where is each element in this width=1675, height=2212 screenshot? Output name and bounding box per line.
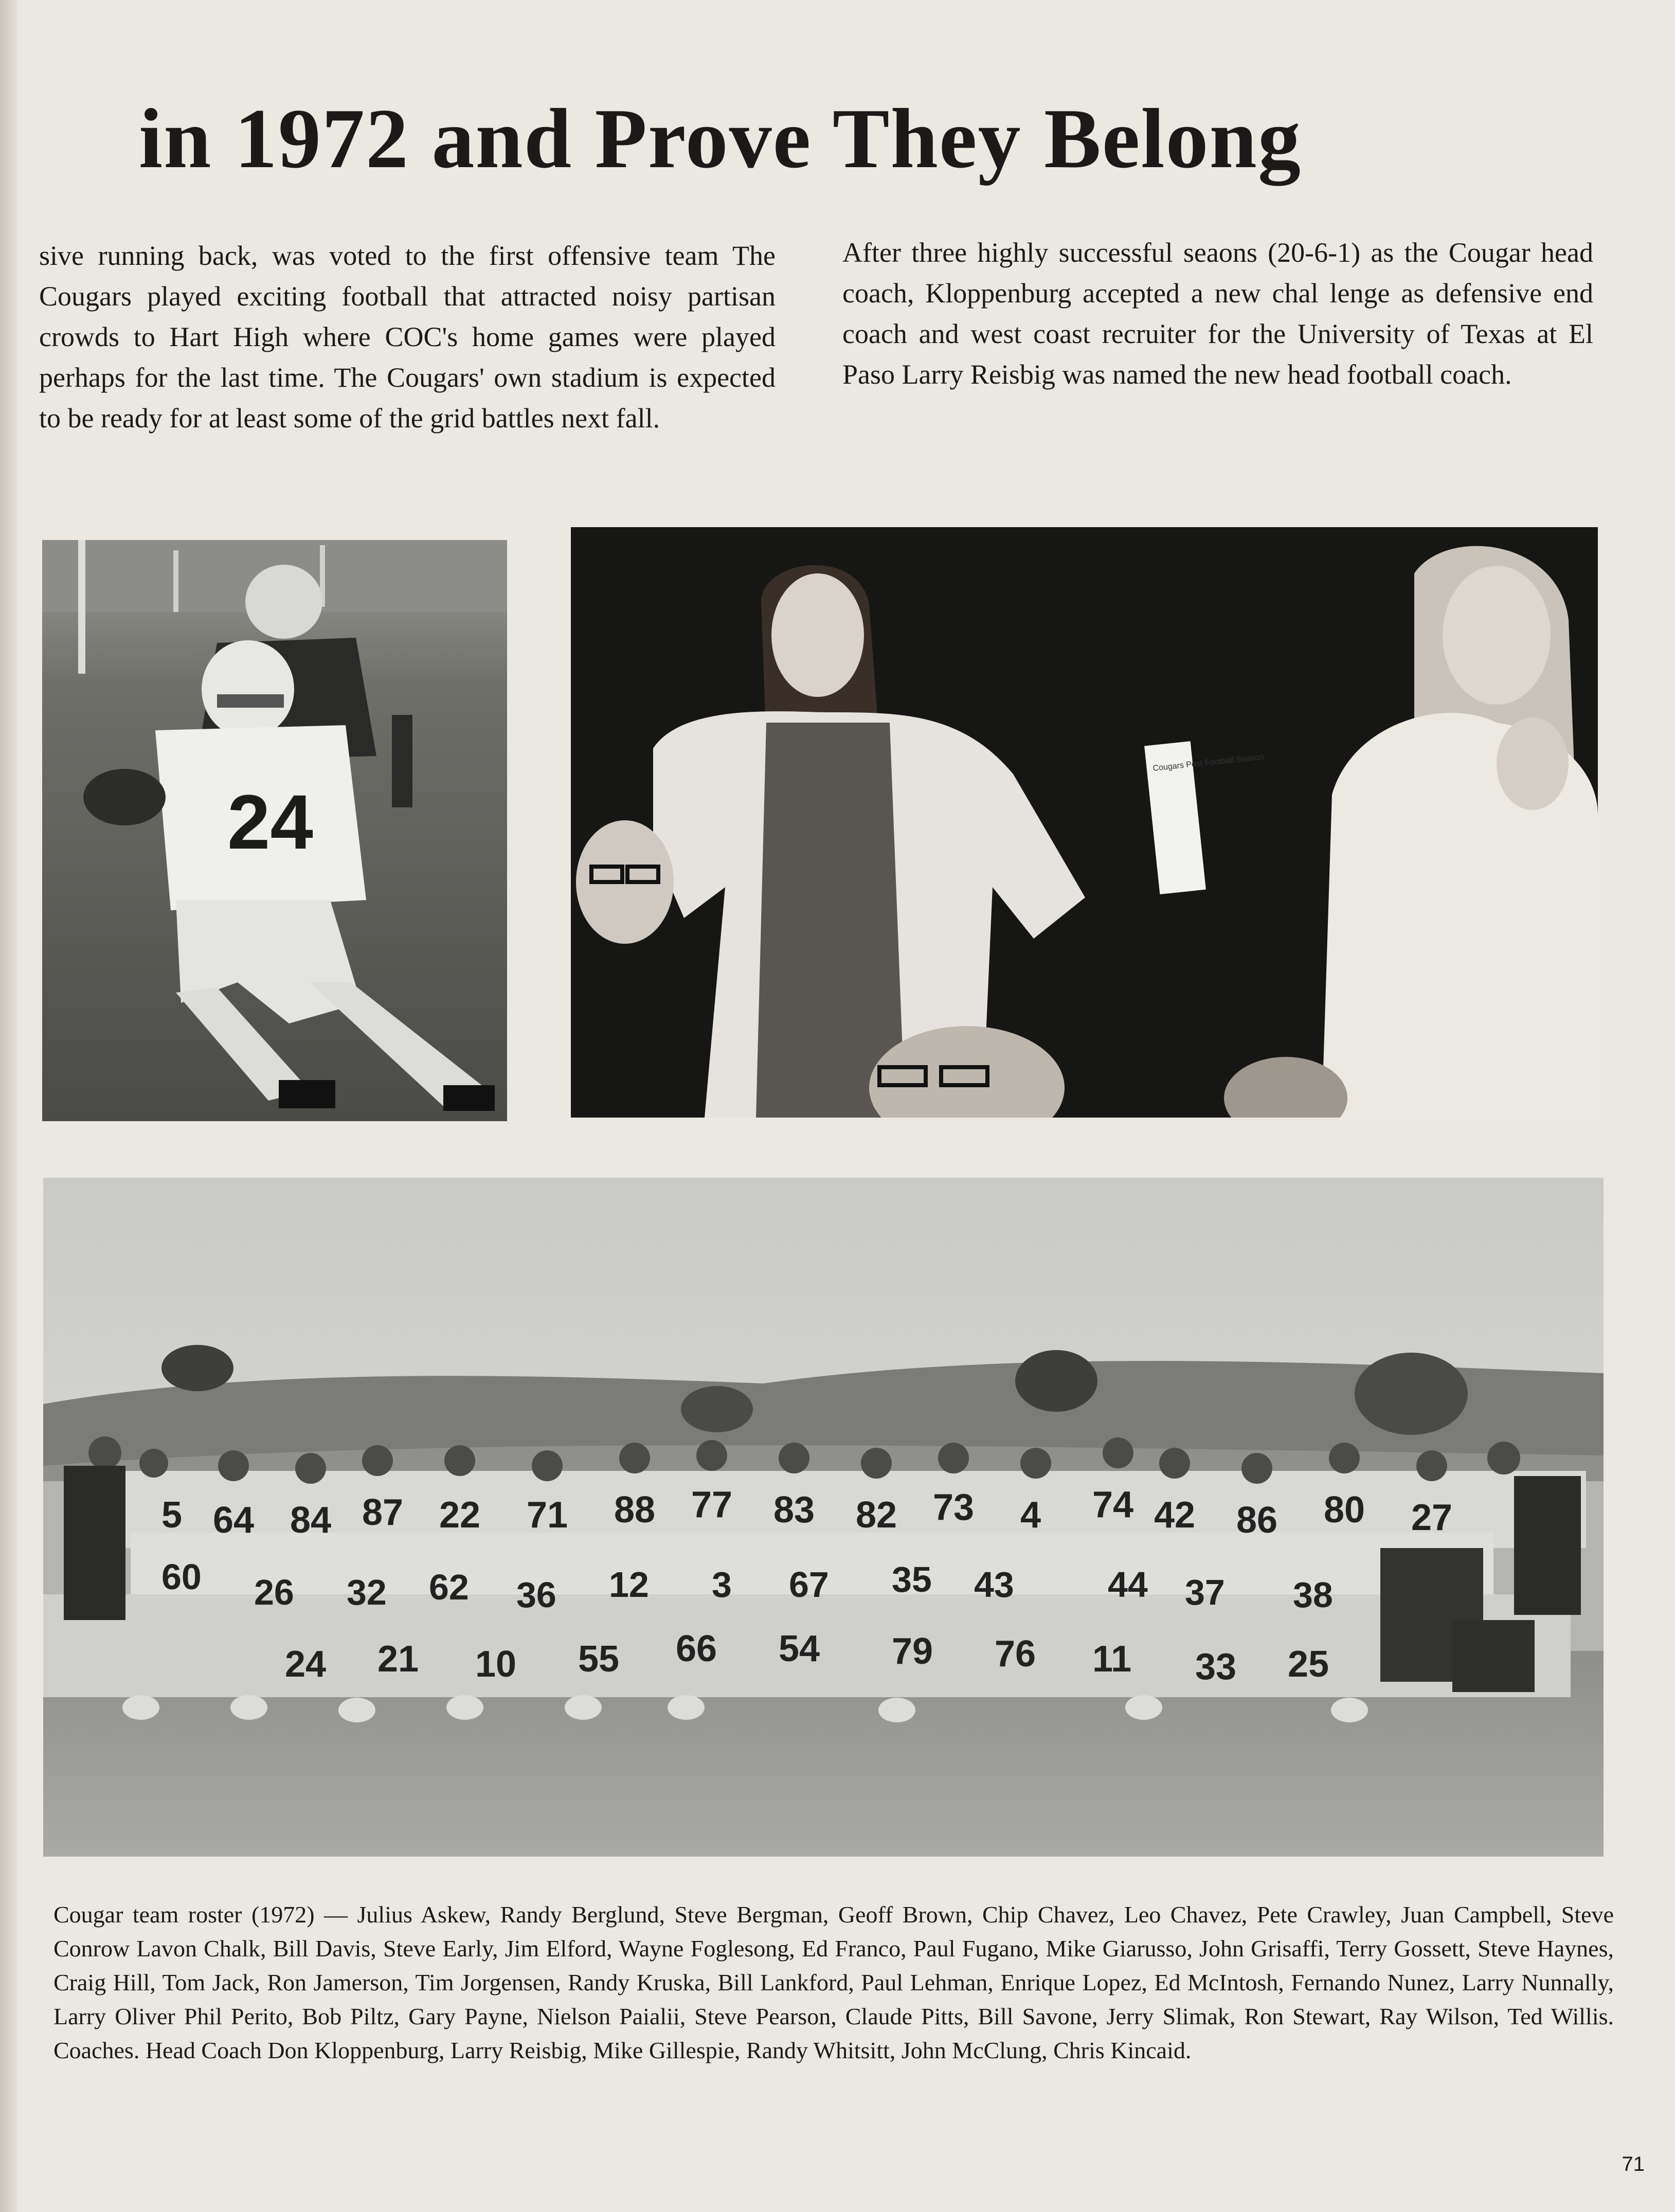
front-row-number: 54 bbox=[779, 1628, 820, 1669]
back-row-number: 74 bbox=[1092, 1484, 1134, 1525]
page-number: 71 bbox=[1622, 2153, 1645, 2175]
cheering-fans-photo bbox=[571, 527, 1598, 1118]
front-row-number: 10 bbox=[475, 1644, 517, 1685]
back-row-number: 42 bbox=[1154, 1495, 1196, 1536]
back-row-number: 5 bbox=[161, 1495, 183, 1536]
front-row-number: 33 bbox=[1195, 1646, 1237, 1687]
front-row-number: 79 bbox=[892, 1631, 933, 1672]
middle-row-number: 12 bbox=[609, 1564, 649, 1605]
back-row-number: 86 bbox=[1236, 1500, 1278, 1541]
back-row-number: 84 bbox=[290, 1500, 332, 1541]
front-row-number: 76 bbox=[995, 1633, 1036, 1675]
middle-row-number: 43 bbox=[974, 1564, 1014, 1605]
back-row-number: 64 bbox=[213, 1500, 255, 1541]
article-column-right: After three highly successful seaons (20-6-1) as the Cougar head coach, Kloppenburg accepted a new chal lenge as defensive end coach and west coast recruiter for the University of Texas at El Paso Larry Reisbig was named the new head football coach. bbox=[842, 237, 1593, 390]
back-row-number: 87 bbox=[362, 1492, 404, 1533]
running-back-image bbox=[42, 540, 507, 1121]
team-photo bbox=[43, 1178, 1604, 1857]
middle-row-number: 35 bbox=[892, 1559, 932, 1599]
middle-row-number: 62 bbox=[429, 1567, 469, 1607]
front-row-number: 24 bbox=[285, 1644, 327, 1685]
back-row-number: 73 bbox=[933, 1487, 975, 1528]
back-row-number: 4 bbox=[1020, 1495, 1041, 1536]
front-row-number: 21 bbox=[377, 1639, 419, 1680]
front-row-number: 25 bbox=[1288, 1644, 1329, 1685]
back-row-number: 27 bbox=[1411, 1497, 1453, 1538]
binding-gutter bbox=[0, 0, 17, 2212]
cheering-fans-image bbox=[571, 527, 1598, 1118]
running-back-photo bbox=[42, 540, 507, 1121]
back-row-number: 83 bbox=[773, 1489, 815, 1531]
back-row-number: 80 bbox=[1324, 1489, 1365, 1531]
team-image bbox=[43, 1178, 1604, 1857]
middle-row-number: 37 bbox=[1185, 1572, 1225, 1612]
runner-jersey-number: 24 bbox=[227, 779, 313, 865]
middle-row-number: 67 bbox=[789, 1564, 829, 1605]
back-row-number: 82 bbox=[856, 1495, 897, 1536]
back-row-number: 71 bbox=[527, 1495, 568, 1536]
back-row-number: 22 bbox=[439, 1495, 481, 1536]
page-headline: in 1972 and Prove They Belong bbox=[139, 91, 1302, 186]
middle-row-number: 60 bbox=[161, 1557, 202, 1597]
middle-row-number: 38 bbox=[1293, 1575, 1333, 1615]
middle-row-number: 32 bbox=[347, 1572, 387, 1612]
back-row-number: 77 bbox=[691, 1484, 733, 1525]
back-row-number: 88 bbox=[614, 1489, 656, 1531]
team-roster-caption: Cougar team roster (1972) — Julius Askew, Randy Berglund, Steve Bergman, Geoff Brown, Chip Chavez, Leo Chavez, Pete Crawley, Juan Campbell, Steve Conrow Lavon Chalk, Bill Davis, Steve Early, Jim Elford, Wayne Foglesong, Ed Franco, Paul Fugano, Mike Giarusso, John Grisaffi, Terry Gossett, Steve Haynes, Craig Hill, Tom Jack, Ron Jamerson, Tim Jorgensen, Randy Kruska, Bill Lankford, Paul Lehman, Enrique Lopez, Ed McIntosh, Fernando Nunez, Larry Nunnally, Larry Oliver Phil Perito, Bob Piltz, Gary Payne, Nielson Paialii, Steve Pearson, Claude Pitts, Bill Savone, Jerry Slimak, Ron Stewart, Ray Wilson, Ted Willis. Coaches. Head Coach Don Kloppenburg, Larry Reisbig, Mike Gillespie, Randy Whitsitt, John McClung, Chris Kincaid. bbox=[53, 1901, 1614, 2063]
middle-row-number: 44 bbox=[1108, 1564, 1148, 1605]
front-row-number: 55 bbox=[578, 1639, 620, 1680]
front-row-number: 11 bbox=[1092, 1639, 1132, 1680]
middle-row-number: 26 bbox=[254, 1572, 294, 1612]
middle-row-number: 3 bbox=[712, 1564, 732, 1605]
front-row-number: 66 bbox=[676, 1628, 717, 1669]
middle-row-number: 36 bbox=[516, 1575, 556, 1615]
fan-program-text: Cougars Post Football Season bbox=[1152, 752, 1265, 773]
article-column-left: sive running back, was voted to the first offensive team The Cougars played exciting football that attracted noisy partisan crowds to Hart High where COC's home games were played perhaps for the last time. The Cougars' own stadium is expected to be ready for at least some of the grid battles next fall. bbox=[39, 240, 776, 434]
